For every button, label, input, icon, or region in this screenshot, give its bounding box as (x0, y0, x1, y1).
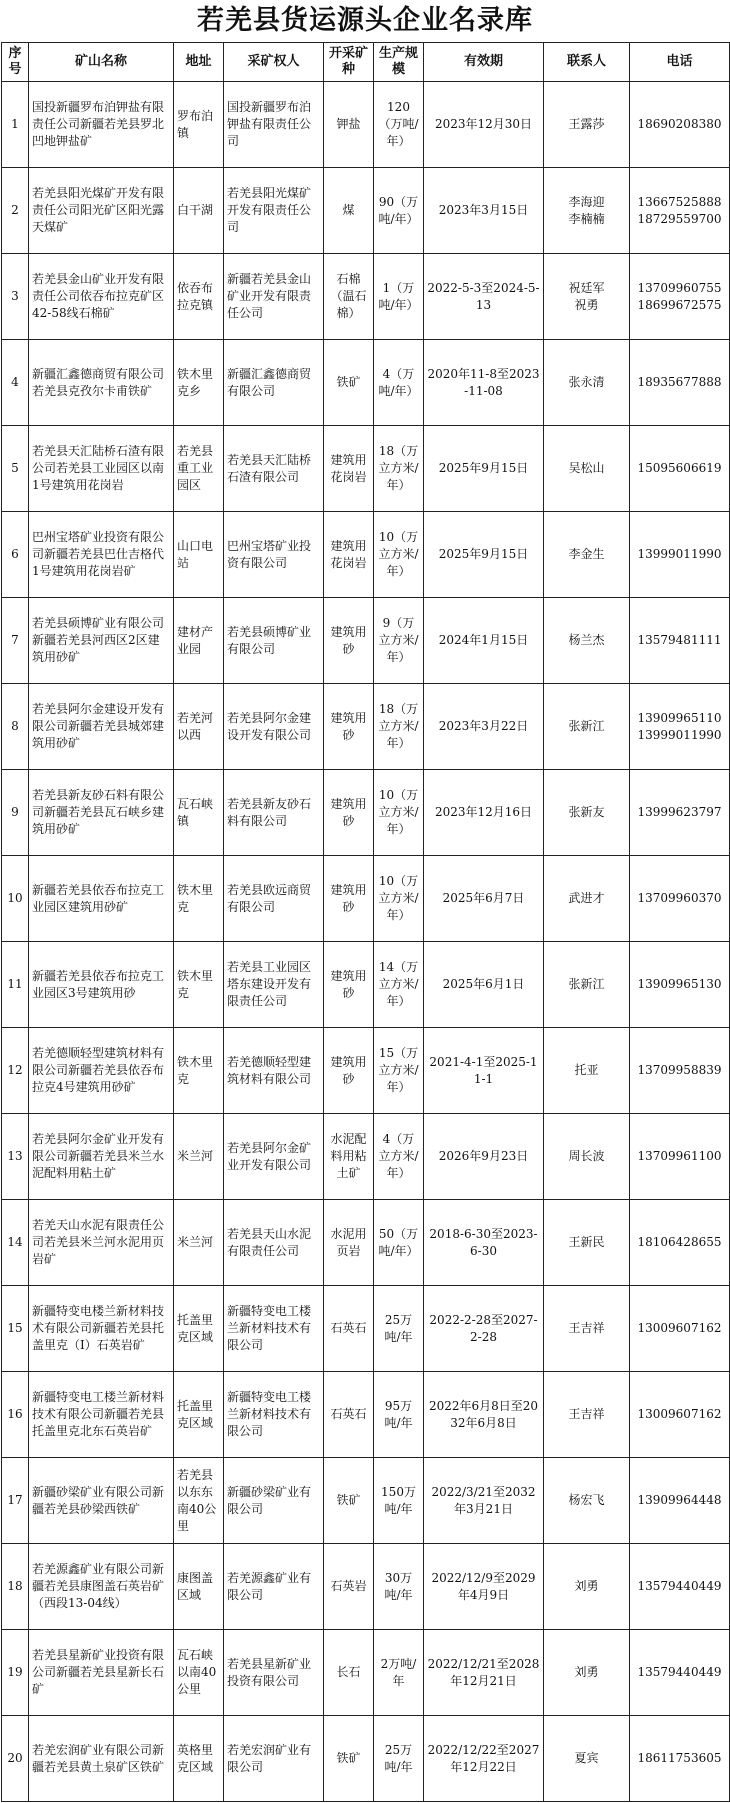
cell-contact: 王露莎 (544, 82, 630, 168)
cell-validity: 2022/12/21至2028年12月21日 (424, 1630, 544, 1716)
cell-mineral: 建筑用砂 (324, 1028, 374, 1114)
cell-mineral: 铁矿 (324, 340, 374, 426)
table-row (2, 856, 730, 942)
cell-mineral: 建筑用花岗岩 (324, 426, 374, 512)
cell-mineral: 建筑用砂 (324, 942, 374, 1028)
cell-contact (544, 168, 630, 254)
cell-mineral: 水泥配料用粘土矿 (324, 1114, 374, 1200)
cell-validity: 2025年9月15日 (424, 426, 544, 512)
cell-scale: 18（万立方米/年） (374, 426, 424, 512)
table-row (2, 598, 730, 684)
cell-scale: 50（万吨/年） (374, 1200, 424, 1286)
cell-owner: 新疆特变电工楼兰新材料技术有限公司 (224, 1286, 324, 1372)
cell-no: 6 (2, 512, 29, 598)
cell-scale: 25万吨/年 (374, 1286, 424, 1372)
cell-scale: 15（万立方米/年） (374, 1028, 424, 1114)
cell-mine-name: 新疆若羌县依吞布拉克工业园区3号建筑用砂 (29, 942, 174, 1028)
cell-address: 托盖里克区域 (174, 1286, 224, 1372)
cell-phone: 13909964448 (630, 1458, 730, 1544)
cell-contact (544, 254, 630, 340)
cell-scale: 4（万吨/年） (374, 340, 424, 426)
cell-validity: 2023年3月15日 (424, 168, 544, 254)
table-row (2, 340, 730, 426)
table-body (2, 82, 730, 1802)
table-row (2, 426, 730, 512)
table-row (2, 1114, 730, 1200)
cell-scale: 9（万立方米/年） (374, 598, 424, 684)
cell-phone: 13909965130 (630, 942, 730, 1028)
cell-phone: 13999011990 (630, 512, 730, 598)
table-row (2, 1028, 730, 1114)
cell-mineral: 建筑用花岗岩 (324, 512, 374, 598)
cell-phone-line: 13999011990 (637, 727, 722, 742)
cell-no: 3 (2, 254, 29, 340)
cell-mineral: 石英石 (324, 1286, 374, 1372)
cell-owner: 若羌县阿尔金矿业开发有限公司 (224, 1114, 324, 1200)
cell-address: 铁木里克乡 (174, 340, 224, 426)
cell-scale: 18（万立方米/年） (374, 684, 424, 770)
cell-mineral: 水泥用页岩 (324, 1200, 374, 1286)
cell-contact: 张新江 (544, 942, 630, 1028)
cell-phone: 13709960370 (630, 856, 730, 942)
cell-mineral: 铁矿 (324, 1716, 374, 1802)
cell-address: 罗布泊镇 (174, 82, 224, 168)
cell-mine-name: 新疆砂梁矿业有限公司新疆若羌县砂梁西铁矿 (29, 1458, 174, 1544)
table-row (2, 1200, 730, 1286)
cell-no: 11 (2, 942, 29, 1028)
table-row (2, 1544, 730, 1630)
cell-address: 英格里克区域 (174, 1716, 224, 1802)
cell-address: 铁木里克 (174, 942, 224, 1028)
cell-mine-name: 巴州宝塔矿业投资有限公司新疆若羌县巴仕吉格代1号建筑用花岗岩矿 (29, 512, 174, 598)
header-no: 序号 (2, 43, 29, 82)
cell-no: 14 (2, 1200, 29, 1286)
cell-phone: 13009607162 (630, 1286, 730, 1372)
cell-contact-line: 祝勇 (574, 297, 599, 312)
cell-owner: 新疆砂梁矿业有限公司 (224, 1458, 324, 1544)
table-row (2, 1716, 730, 1802)
cell-phone-line: 13667525888 (637, 194, 722, 209)
table-row (2, 168, 730, 254)
cell-mine-name: 国投新疆罗布泊钾盐有限责任公司新疆若羌县罗北凹地钾盐矿 (29, 82, 174, 168)
cell-phone: 18690208380 (630, 82, 730, 168)
cell-mineral: 石英石 (324, 1372, 374, 1458)
cell-mineral: 钾盐 (324, 82, 374, 168)
cell-contact: 李金生 (544, 512, 630, 598)
cell-mineral: 建筑用砂 (324, 856, 374, 942)
cell-contact: 托亚 (544, 1028, 630, 1114)
cell-no: 7 (2, 598, 29, 684)
cell-no: 13 (2, 1114, 29, 1200)
cell-contact: 张新友 (544, 770, 630, 856)
cell-owner: 若羌宏润矿业有限公司 (224, 1716, 324, 1802)
header-owner: 采矿权人 (224, 43, 324, 82)
cell-address: 铁木里克 (174, 1028, 224, 1114)
cell-phone (630, 168, 730, 254)
cell-no: 4 (2, 340, 29, 426)
cell-no: 5 (2, 426, 29, 512)
header-mine-name: 矿山名称 (29, 43, 174, 82)
cell-scale: 25万吨/年 (374, 1716, 424, 1802)
cell-owner: 巴州宝塔矿业投资有限公司 (224, 512, 324, 598)
cell-no: 1 (2, 82, 29, 168)
cell-mine-name: 若羌县天汇陆桥石渣有限公司若羌县工业园区以南1号建筑用花岗岩 (29, 426, 174, 512)
cell-owner: 若羌县新友砂石料有限公司 (224, 770, 324, 856)
cell-address: 瓦石峡镇 (174, 770, 224, 856)
cell-contact: 吴松山 (544, 426, 630, 512)
cell-phone: 13999623797 (630, 770, 730, 856)
cell-no: 16 (2, 1372, 29, 1458)
cell-address: 依吞布拉克镇 (174, 254, 224, 340)
cell-scale: 14（万立方米/年） (374, 942, 424, 1028)
cell-owner: 新疆汇鑫德商贸有限公司 (224, 340, 324, 426)
cell-address: 铁木里克 (174, 856, 224, 942)
cell-owner: 若羌德顺轻型建筑材料有限公司 (224, 1028, 324, 1114)
cell-validity: 2025年9月15日 (424, 512, 544, 598)
cell-owner: 若羌源鑫矿业有限公司 (224, 1544, 324, 1630)
cell-contact: 张新江 (544, 684, 630, 770)
cell-validity: 2022/12/22至2027年12月22日 (424, 1716, 544, 1802)
table-row (2, 1458, 730, 1544)
cell-phone (630, 684, 730, 770)
cell-no: 9 (2, 770, 29, 856)
cell-phone: 18611753605 (630, 1716, 730, 1802)
cell-phone: 15095606619 (630, 426, 730, 512)
cell-no: 12 (2, 1028, 29, 1114)
cell-phone-line: 13709960755 (637, 280, 722, 295)
cell-address: 若羌县重工业园区 (174, 426, 224, 512)
cell-validity: 2023年12月30日 (424, 82, 544, 168)
cell-owner: 新疆特变电工楼兰新材料技术有限公司 (224, 1372, 324, 1458)
cell-contact: 周长波 (544, 1114, 630, 1200)
cell-validity: 2021-4-1至2025-11-1 (424, 1028, 544, 1114)
cell-owner: 若羌县欧远商贸有限公司 (224, 856, 324, 942)
cell-address: 白干湖 (174, 168, 224, 254)
cell-owner: 若羌县天汇陆桥石渣有限公司 (224, 426, 324, 512)
cell-no: 17 (2, 1458, 29, 1544)
cell-mine-name: 新疆汇鑫德商贸有限公司若羌县克孜尔卡甫铁矿 (29, 340, 174, 426)
cell-address: 山口电站 (174, 512, 224, 598)
table-row (2, 1286, 730, 1372)
cell-validity: 2025年6月7日 (424, 856, 544, 942)
cell-scale: 10（万立方米/年） (374, 856, 424, 942)
cell-mineral: 石英岩 (324, 1544, 374, 1630)
cell-validity: 2022/12/9至2029年4月9日 (424, 1544, 544, 1630)
cell-mineral: 长石 (324, 1630, 374, 1716)
cell-owner: 若羌县星新矿业投资有限公司 (224, 1630, 324, 1716)
cell-owner: 若羌县天山水泥有限责任公司 (224, 1200, 324, 1286)
cell-phone: 13579481111 (630, 598, 730, 684)
cell-contact-line: 李海迎 (568, 194, 605, 209)
cell-scale: 10（万立方米/年） (374, 770, 424, 856)
table-row (2, 1372, 730, 1458)
cell-contact: 武进才 (544, 856, 630, 942)
cell-mine-name: 若羌县阿尔金矿业开发有限公司新疆若羌县米兰水泥配料用粘土矿 (29, 1114, 174, 1200)
cell-scale: 1（万吨/年） (374, 254, 424, 340)
table-row (2, 684, 730, 770)
cell-validity: 2026年9月23日 (424, 1114, 544, 1200)
cell-no: 10 (2, 856, 29, 942)
cell-mine-name: 若羌县新友砂石料有限公司新疆若羌县瓦石峡乡建筑用砂矿 (29, 770, 174, 856)
cell-phone (630, 254, 730, 340)
table-row (2, 512, 730, 598)
cell-mineral: 建筑用砂 (324, 598, 374, 684)
cell-phone: 13709961100 (630, 1114, 730, 1200)
cell-mine-name: 若羌源鑫矿业有限公司新疆若羌县康图盖石英岩矿（西段13-04线） (29, 1544, 174, 1630)
cell-mineral: 建筑用砂 (324, 684, 374, 770)
cell-mine-name: 若羌县星新矿业投资有限公司新疆若羌县星新长石矿 (29, 1630, 174, 1716)
cell-phone-line: 18729559700 (637, 211, 722, 226)
cell-validity: 2022-2-28至2027-2-28 (424, 1286, 544, 1372)
header-mineral: 开采矿种 (324, 43, 374, 82)
cell-contact: 王吉祥 (544, 1286, 630, 1372)
cell-contact: 杨宏飞 (544, 1458, 630, 1544)
cell-phone: 13009607162 (630, 1372, 730, 1458)
cell-mine-name: 新疆特变电工楼兰新材料技术有限公司新疆若羌县托盖里克北东石英岩矿 (29, 1372, 174, 1458)
cell-mineral: 石棉（温石棉） (324, 254, 374, 340)
cell-contact: 张永清 (544, 340, 630, 426)
cell-validity: 2022-5-3至2024-5-13 (424, 254, 544, 340)
cell-contact-line: 祝廷军 (568, 280, 605, 295)
cell-validity: 2020年11-8至2023-11-08 (424, 340, 544, 426)
table-row (2, 82, 730, 168)
cell-phone: 13579440449 (630, 1544, 730, 1630)
cell-scale: 4（万立方米/年） (374, 1114, 424, 1200)
cell-owner: 若羌县阳光煤矿开发有限责任公司 (224, 168, 324, 254)
cell-validity: 2018-6-30至2023-6-30 (424, 1200, 544, 1286)
header-contact: 联系人 (544, 43, 630, 82)
cell-owner: 若羌县工业园区塔东建设开发有限责任公司 (224, 942, 324, 1028)
cell-contact: 杨兰杰 (544, 598, 630, 684)
table-row (2, 1630, 730, 1716)
cell-phone: 13709958839 (630, 1028, 730, 1114)
cell-mine-name: 若羌县硕博矿业有限公司新疆若羌县河西区2区建筑用砂矿 (29, 598, 174, 684)
cell-no: 20 (2, 1716, 29, 1802)
cell-contact-line: 李楠楠 (568, 211, 605, 226)
cell-address: 瓦石峡以南40公里 (174, 1630, 224, 1716)
table-row (2, 254, 730, 340)
cell-contact: 刘勇 (544, 1630, 630, 1716)
cell-scale: 10（万立方米/年） (374, 512, 424, 598)
header-validity: 有效期 (424, 43, 544, 82)
cell-address: 若羌县以东东南40公里 (174, 1458, 224, 1544)
cell-no: 15 (2, 1286, 29, 1372)
cell-mine-name: 若羌县阿尔金建设开发有限公司新疆若羌县城郊建筑用砂矿 (29, 684, 174, 770)
cell-phone: 13579440449 (630, 1630, 730, 1716)
cell-mineral: 铁矿 (324, 1458, 374, 1544)
cell-no: 18 (2, 1544, 29, 1630)
cell-validity: 2025年6月1日 (424, 942, 544, 1028)
cell-phone: 18106428655 (630, 1200, 730, 1286)
table-header-row (2, 43, 730, 82)
header-address: 地址 (174, 43, 224, 82)
cell-owner: 新疆若羌县金山矿业开发有限责任公司 (224, 254, 324, 340)
cell-no: 19 (2, 1630, 29, 1716)
cell-owner: 国投新疆罗布泊钾盐有限责任公司 (224, 82, 324, 168)
mine-directory-table (1, 42, 730, 1802)
cell-scale: 150万吨/年 (374, 1458, 424, 1544)
cell-scale: 30万吨/年 (374, 1544, 424, 1630)
cell-validity: 2023年12月16日 (424, 770, 544, 856)
table-row (2, 770, 730, 856)
cell-contact: 王吉祥 (544, 1372, 630, 1458)
cell-scale: 2万吨/年 (374, 1630, 424, 1716)
cell-mine-name: 若羌县金山矿业开发有限责任公司依吞布拉克矿区42-58线石棉矿 (29, 254, 174, 340)
cell-scale: 120（万吨/年） (374, 82, 424, 168)
cell-address: 米兰河 (174, 1200, 224, 1286)
cell-scale: 95万吨/年 (374, 1372, 424, 1458)
cell-address: 若羌河以西 (174, 684, 224, 770)
page-title: 若羌县货运源头企业名录库 (197, 5, 533, 36)
cell-owner: 若羌县硕博矿业有限公司 (224, 598, 324, 684)
cell-phone: 18935677888 (630, 340, 730, 426)
cell-address: 托盖里克区域 (174, 1372, 224, 1458)
cell-contact: 刘勇 (544, 1544, 630, 1630)
cell-mine-name: 若羌德顺轻型建筑材料有限公司新疆若羌县依吞布拉克4号建筑用砂矿 (29, 1028, 174, 1114)
cell-mine-name: 新疆若羌县依吞布拉克工业园区建筑用砂矿 (29, 856, 174, 942)
cell-address: 康图盖区域 (174, 1544, 224, 1630)
cell-mineral: 建筑用砂 (324, 770, 374, 856)
cell-address: 米兰河 (174, 1114, 224, 1200)
cell-validity: 2022/3/21至2032年3月21日 (424, 1458, 544, 1544)
cell-no: 2 (2, 168, 29, 254)
cell-phone-line: 13909965110 (637, 710, 722, 725)
cell-mine-name: 若羌县阳光煤矿开发有限责任公司阳光矿区阳光露天煤矿 (29, 168, 174, 254)
cell-mineral: 煤 (324, 168, 374, 254)
cell-phone-line: 18699672575 (637, 297, 722, 312)
cell-owner: 若羌县阿尔金建设开发有限公司 (224, 684, 324, 770)
cell-contact: 王新民 (544, 1200, 630, 1286)
cell-validity: 2023年3月22日 (424, 684, 544, 770)
cell-validity: 2022年6月8日至2032年6月8日 (424, 1372, 544, 1458)
cell-mine-name: 新疆特变电楼兰新材料技术有限公司新疆若羌县托盖里克（Ⅰ）石英岩矿 (29, 1286, 174, 1372)
cell-validity: 2024年1月15日 (424, 598, 544, 684)
cell-no: 8 (2, 684, 29, 770)
cell-mine-name: 若羌天山水泥有限责任公司若羌县米兰河水泥用页岩矿 (29, 1200, 174, 1286)
cell-mine-name: 若羌宏润矿业有限公司新疆若羌县黄土泉矿区铁矿 (29, 1716, 174, 1802)
cell-scale: 90（万吨/年） (374, 168, 424, 254)
cell-address: 建材产业园 (174, 598, 224, 684)
cell-contact: 夏宾 (544, 1716, 630, 1802)
header-scale: 生产规模 (374, 43, 424, 82)
header-phone: 电话 (630, 43, 730, 82)
table-row (2, 942, 730, 1028)
